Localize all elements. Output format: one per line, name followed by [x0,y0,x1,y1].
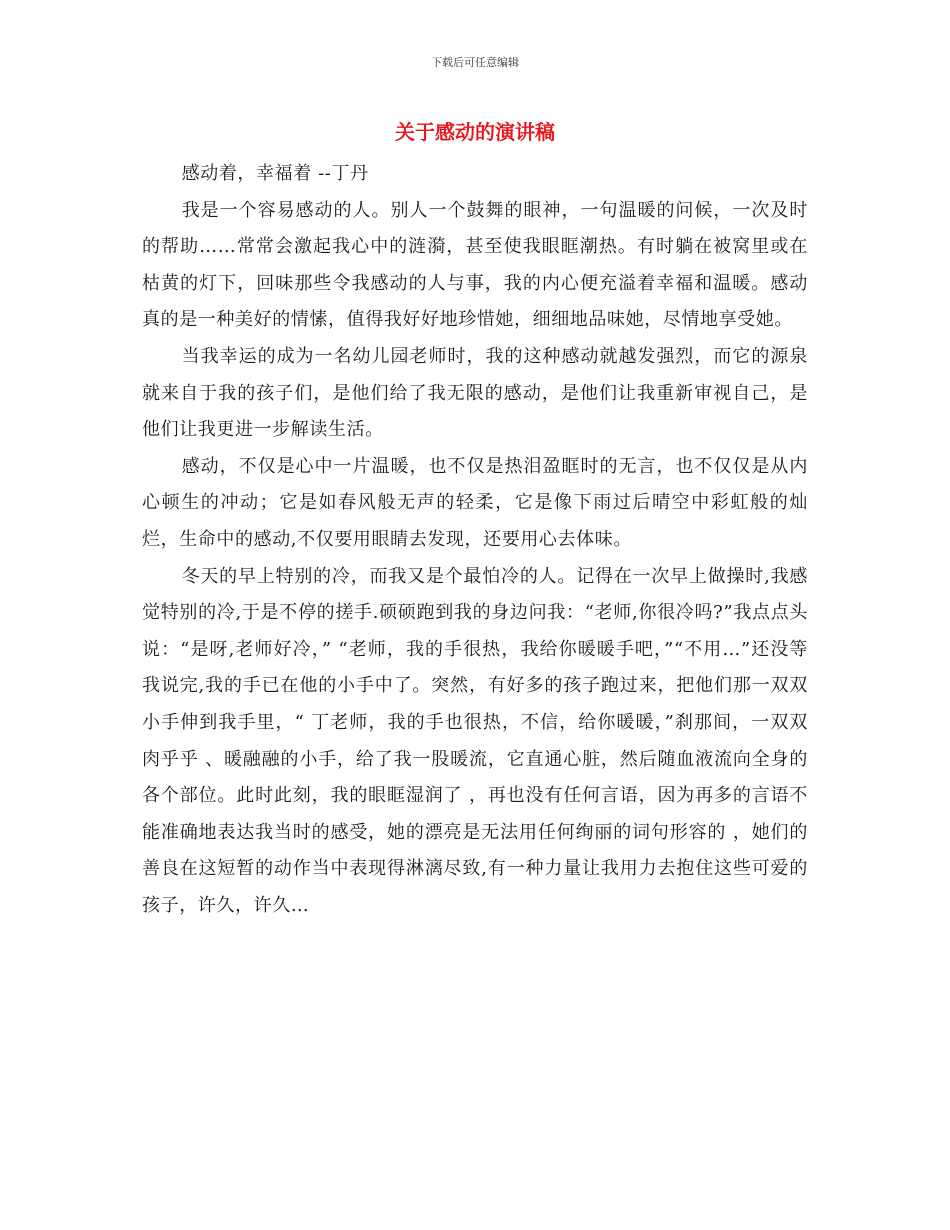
document-body [142,156,808,924]
header-note: 下载后可任意编辑 [431,56,519,69]
paragraph-3: 感动，不仅是心中一片温暖，也不仅是热泪盈眶时的无言，也不仅仅是从内心顿生的冲动；它是如春风般无声的轻柔，它是像下雨过后晴空中彩虹般的灿烂，生命中的感动,不仅要用眼睛去发现，还要用心去体味。 [142,455,808,550]
document-subtitle: 感动着，幸福着 --丁丹 [181,163,369,184]
paragraph-4: 冬天的早上特别的冷，而我又是个最怕冷的人。记得在一次早上做操时,我感觉特别的冷,于是不停的搓手.硕硕跑到我的身边问我：“老师,你很冷吗?”我点点头说：“是呀,老师好冷，” “老师，我的手很热，我给你暖暖手吧，”“不用…”还没等我说完,我的手已在他的小手中了。突然，有好多的孩子跑过来，把他们那一双双小手伸到我手里，“ 丁老师，我的手也很热，不信，给你暖暖，”刹那间，一双双肉乎乎 、暖融融的小手，给了我一股暖流，它直通心脏，然后随血液流向全身的各个部位。此时此刻，我的眼眶湿润了 ，再也没有任何言语，因为再多的言语不能准确地表达我当时的感受，她的漂亮是无法用任何绚丽的词句形容的 ，她们的善良在这短暂的动作当中表现得淋漓尽致,有一种力量让我用力去抱住这些可爱的孩子，许久，许久… [142,565,808,916]
paragraph-2: 当我幸运的成为一名幼儿园老师时，我的这种感动就越发强烈，而它的源泉就来自于我的孩子们，是他们给了我无限的感动，是他们让我重新审视自己，是他们让我更进一步解读生活。 [142,345,808,441]
document-title: 关于感动的演讲稿 [395,120,555,144]
paragraph-1: 我是一个容易感动的人。别人一个鼓舞的眼神，一句温暖的问候，一次及时的帮助……常常会激起我心中的涟漪，甚至使我眼眶潮热。有时躺在被窝里或在枯黄的灯下，回味那些令我感动的人与事，我的内心便充溢着幸福和温暖。感动真的是一种美好的情愫，值得我好好地珍惜她，细细地品味她，尽情地享受她。 [142,199,808,331]
